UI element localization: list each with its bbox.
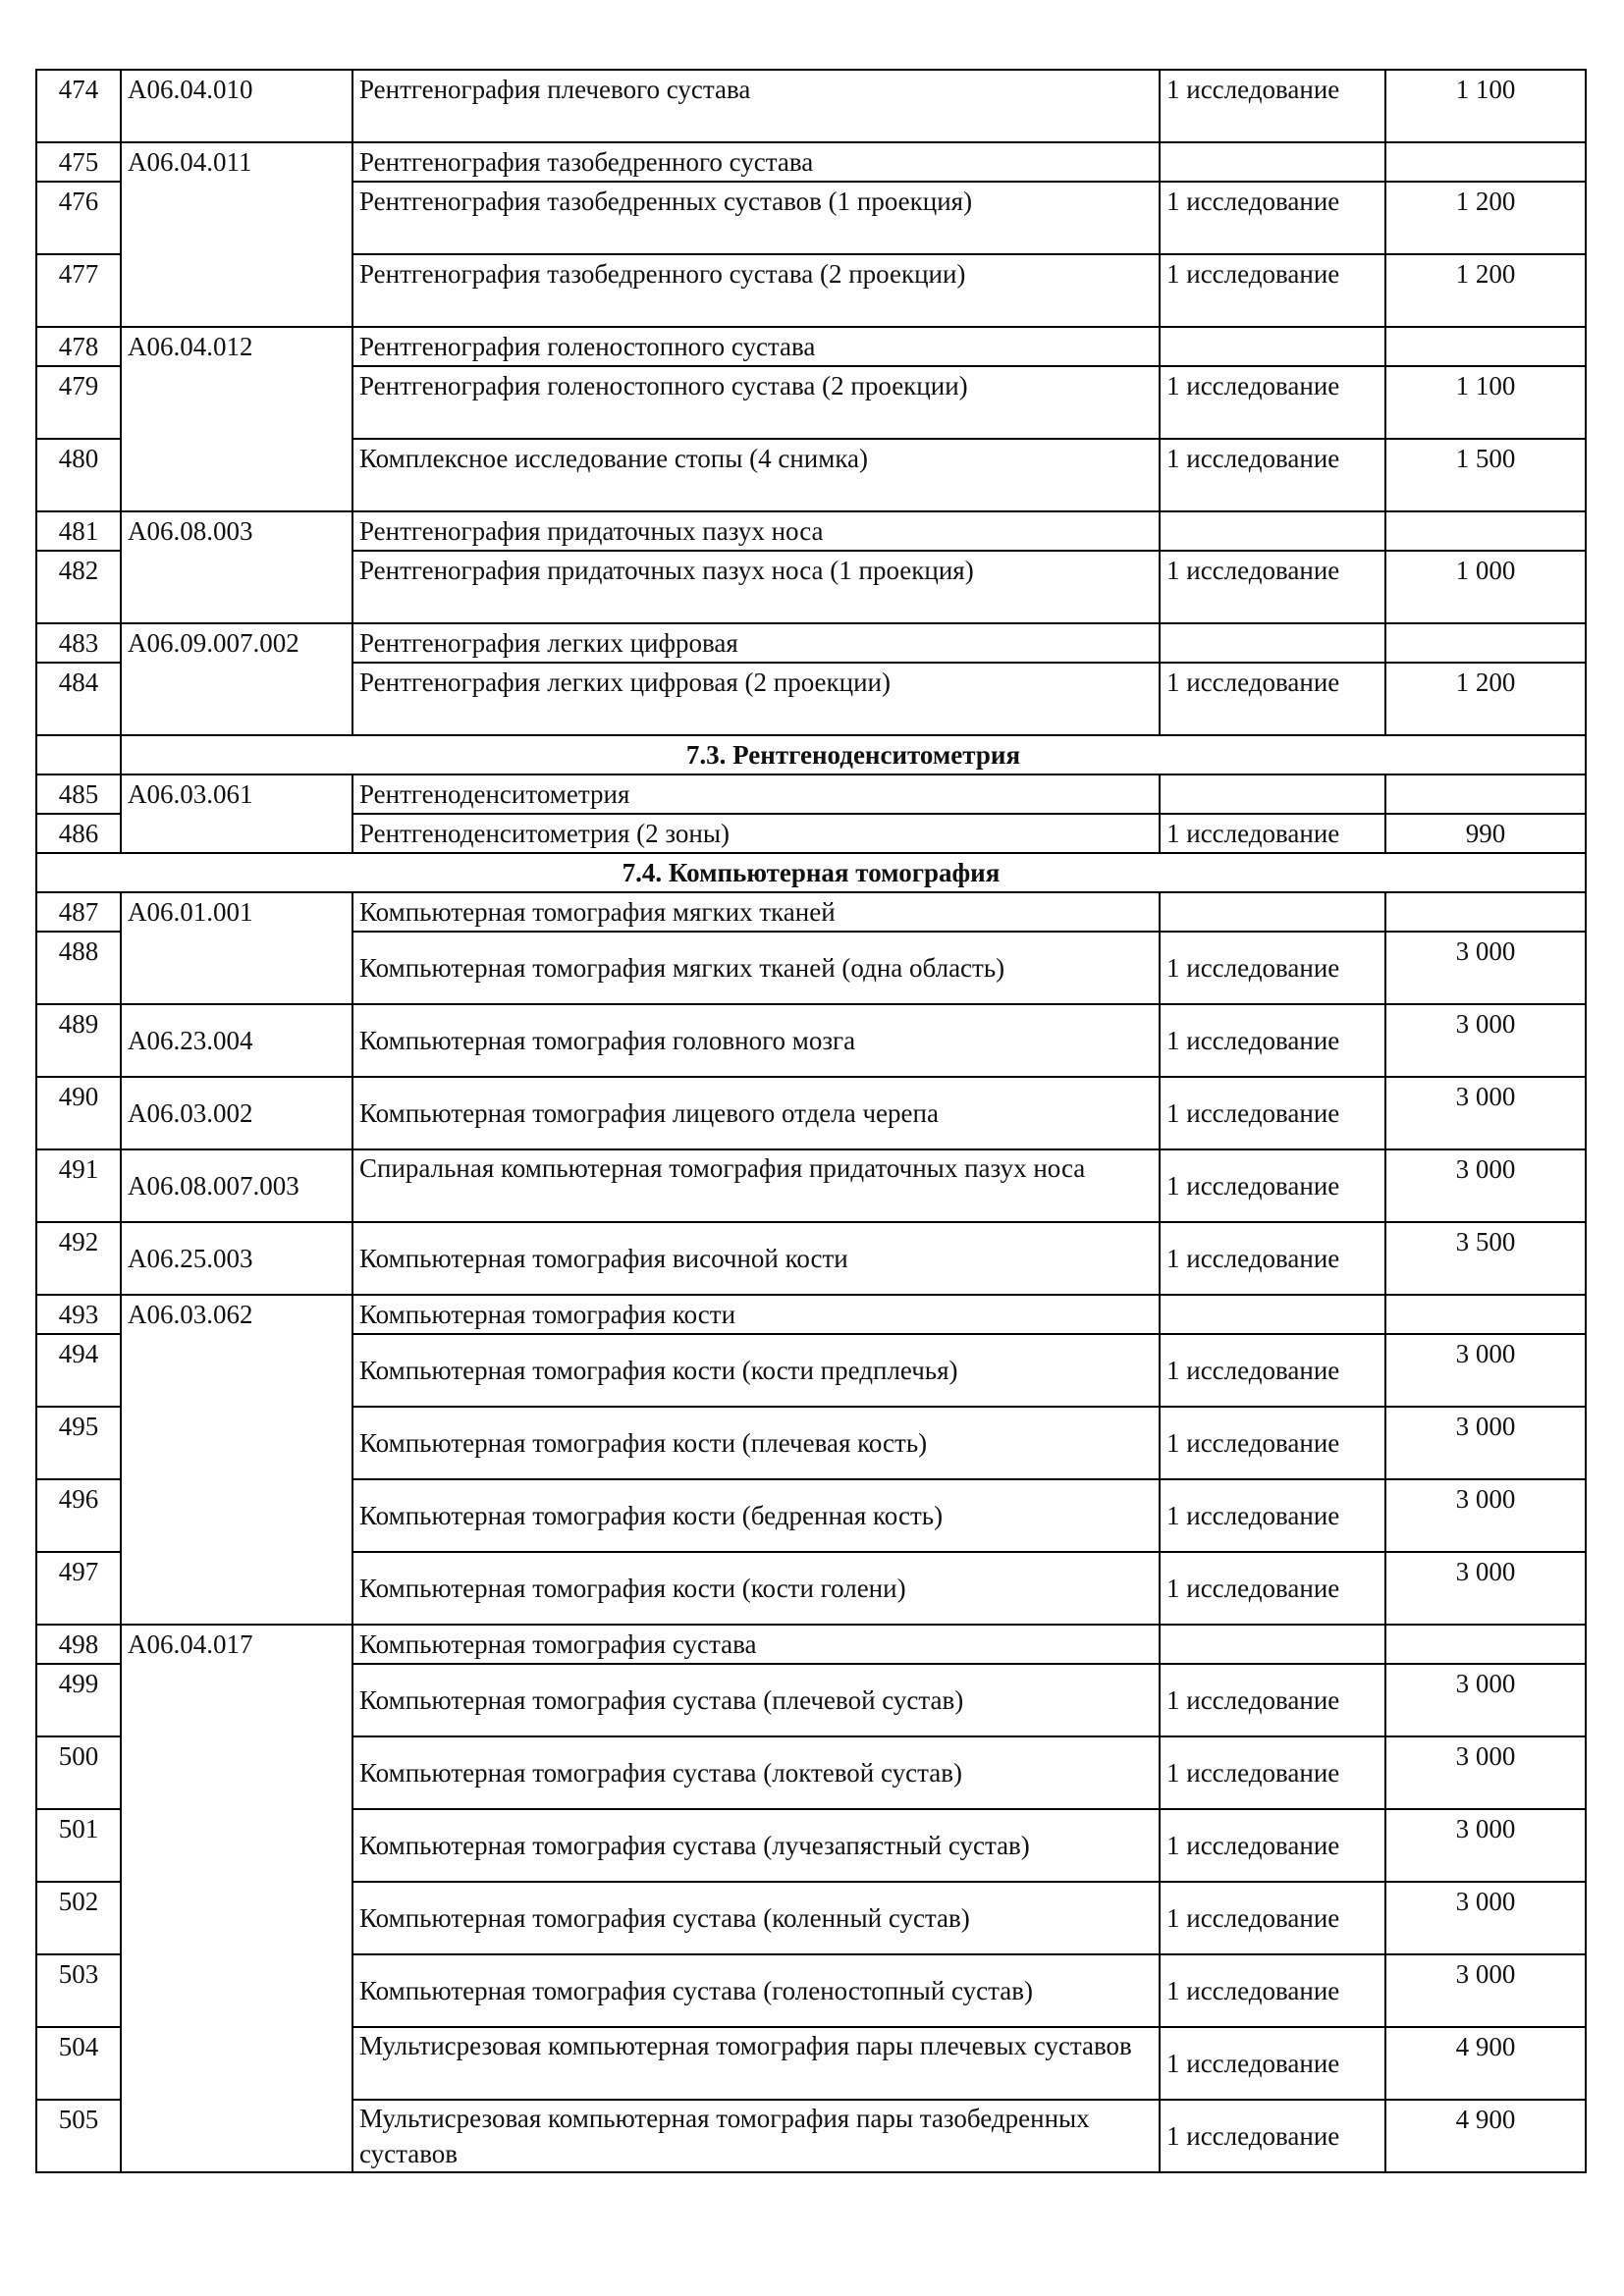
row-number: 488	[36, 932, 121, 1004]
service-name: Компьютерная томография лицевого отдела черепа	[352, 1077, 1160, 1149]
service-price	[1385, 327, 1586, 366]
row-number: 482	[36, 551, 121, 623]
service-code: A06.04.011	[121, 142, 352, 327]
service-name: Рентгенография голеностопного сустава	[352, 327, 1160, 366]
service-unit: 1 исследование	[1160, 254, 1385, 327]
service-name: Компьютерная томография сустава (голеностопный сустав)	[352, 1954, 1160, 2027]
service-name: Спиральная компьютерная томография придаточных пазух носа	[352, 1149, 1160, 1222]
table-row	[36, 1295, 1586, 1334]
service-code: A06.23.004	[121, 1004, 352, 1077]
table-row	[36, 774, 1586, 814]
service-unit	[1160, 774, 1385, 814]
service-unit	[1160, 1625, 1385, 1664]
row-number: 502	[36, 1882, 121, 1954]
service-code: A06.04.010	[121, 70, 352, 142]
service-name: Рентгенография тазобедренных суставов (1 проекция)	[352, 182, 1160, 254]
row-number: 476	[36, 182, 121, 254]
service-price: 1 100	[1385, 366, 1586, 439]
row-number: 483	[36, 623, 121, 663]
service-unit	[1160, 892, 1385, 932]
service-name: Компьютерная томография сустава (локтевой сустав)	[352, 1736, 1160, 1809]
service-price: 1 500	[1385, 439, 1586, 511]
service-price: 3 000	[1385, 932, 1586, 1004]
table-row	[36, 70, 1586, 142]
service-price: 3 000	[1385, 1479, 1586, 1552]
service-price: 3 000	[1385, 1407, 1586, 1479]
service-name: Комплексное исследование стопы (4 снимка)	[352, 439, 1160, 511]
service-price: 1 200	[1385, 182, 1586, 254]
service-name: Рентгенография легких цифровая	[352, 623, 1160, 663]
service-name: Рентгенография голеностопного сустава (2 проекции)	[352, 366, 1160, 439]
row-number: 500	[36, 1736, 121, 1809]
row-number: 495	[36, 1407, 121, 1479]
service-name: Компьютерная томография мягких тканей (одна область)	[352, 932, 1160, 1004]
service-unit: 1 исследование	[1160, 1954, 1385, 2027]
service-code: A06.04.017	[121, 1625, 352, 2172]
section-row	[36, 735, 1586, 774]
row-number: 480	[36, 439, 121, 511]
table-row	[36, 623, 1586, 663]
service-unit: 1 исследование	[1160, 439, 1385, 511]
service-unit	[1160, 1295, 1385, 1334]
service-code: A06.09.007.002	[121, 623, 352, 735]
row-number: 481	[36, 511, 121, 551]
section-title: 7.4. Компьютерная томография	[36, 853, 1586, 892]
service-name: Мультисрезовая компьютерная томография пары тазобедренных суставов	[352, 2100, 1160, 2172]
section-title: 7.3. Рентгеноденситометрия	[121, 735, 1586, 774]
table-row	[36, 892, 1586, 932]
service-name: Рентгеноденситометрия (2 зоны)	[352, 814, 1160, 853]
service-name: Компьютерная томография сустава	[352, 1625, 1160, 1664]
service-code: A06.01.001	[121, 892, 352, 1004]
row-number: 499	[36, 1664, 121, 1736]
row-number: 504	[36, 2027, 121, 2100]
service-name: Рентгенография плечевого сустава	[352, 70, 1160, 142]
service-name: Рентгенография тазобедренного сустава (2 проекции)	[352, 254, 1160, 327]
service-price	[1385, 1625, 1586, 1664]
row-number: 475	[36, 142, 121, 182]
service-unit: 1 исследование	[1160, 70, 1385, 142]
service-name: Компьютерная томография кости (бедренная кость)	[352, 1479, 1160, 1552]
row-number: 477	[36, 254, 121, 327]
price-table	[35, 69, 1587, 2173]
service-unit: 1 исследование	[1160, 1334, 1385, 1407]
service-name: Компьютерная томография сустава (лучезапястный сустав)	[352, 1809, 1160, 1882]
service-price: 3 500	[1385, 1222, 1586, 1295]
table-row	[36, 1077, 1586, 1149]
service-unit: 1 исследование	[1160, 1222, 1385, 1295]
service-name: Компьютерная томография сустава (плечевой сустав)	[352, 1664, 1160, 1736]
service-price: 3 000	[1385, 1882, 1586, 1954]
service-unit: 1 исследование	[1160, 663, 1385, 735]
service-price: 3 000	[1385, 1077, 1586, 1149]
row-number: 478	[36, 327, 121, 366]
service-code: A06.08.003	[121, 511, 352, 623]
service-price: 3 000	[1385, 1334, 1586, 1407]
service-price: 3 000	[1385, 1004, 1586, 1077]
row-number: 491	[36, 1149, 121, 1222]
section-spacer	[36, 735, 121, 774]
service-name: Компьютерная томография височной кости	[352, 1222, 1160, 1295]
service-name: Компьютерная томография головного мозга	[352, 1004, 1160, 1077]
service-unit: 1 исследование	[1160, 1407, 1385, 1479]
service-unit: 1 исследование	[1160, 1552, 1385, 1625]
section-row	[36, 853, 1586, 892]
service-unit: 1 исследование	[1160, 932, 1385, 1004]
service-name: Компьютерная томография кости (кости голени)	[352, 1552, 1160, 1625]
table-row	[36, 1625, 1586, 1664]
service-price: 1 100	[1385, 70, 1586, 142]
service-unit: 1 исследование	[1160, 2027, 1385, 2100]
service-price: 4 900	[1385, 2100, 1586, 2172]
service-unit	[1160, 142, 1385, 182]
service-unit: 1 исследование	[1160, 1149, 1385, 1222]
table-row	[36, 511, 1586, 551]
row-number: 484	[36, 663, 121, 735]
row-number: 501	[36, 1809, 121, 1882]
service-code: A06.08.007.003	[121, 1149, 352, 1222]
service-price	[1385, 511, 1586, 551]
service-unit: 1 исследование	[1160, 1004, 1385, 1077]
service-unit	[1160, 623, 1385, 663]
service-unit: 1 исследование	[1160, 182, 1385, 254]
service-unit: 1 исследование	[1160, 366, 1385, 439]
row-number: 485	[36, 774, 121, 814]
row-number: 505	[36, 2100, 121, 2172]
service-name: Компьютерная томография кости (плечевая кость)	[352, 1407, 1160, 1479]
row-number: 487	[36, 892, 121, 932]
service-unit: 1 исследование	[1160, 814, 1385, 853]
table-row	[36, 1004, 1586, 1077]
service-price: 3 000	[1385, 1954, 1586, 2027]
service-price	[1385, 774, 1586, 814]
service-price	[1385, 623, 1586, 663]
service-price	[1385, 892, 1586, 932]
service-price: 1 200	[1385, 254, 1586, 327]
service-code: A06.03.062	[121, 1295, 352, 1625]
service-unit: 1 исследование	[1160, 1882, 1385, 1954]
row-number: 493	[36, 1295, 121, 1334]
service-name: Компьютерная томография мягких тканей	[352, 892, 1160, 932]
service-price	[1385, 142, 1586, 182]
row-number: 503	[36, 1954, 121, 2027]
service-code: A06.03.002	[121, 1077, 352, 1149]
service-name: Рентгенография придаточных пазух носа	[352, 511, 1160, 551]
service-unit: 1 исследование	[1160, 2100, 1385, 2172]
service-name: Компьютерная томография сустава (коленный сустав)	[352, 1882, 1160, 1954]
row-number: 489	[36, 1004, 121, 1077]
service-unit: 1 исследование	[1160, 1479, 1385, 1552]
service-price	[1385, 1295, 1586, 1334]
table-row	[36, 1222, 1586, 1295]
service-price: 3 000	[1385, 1736, 1586, 1809]
service-unit	[1160, 511, 1385, 551]
service-name: Мультисрезовая компьютерная томография пары плечевых суставов	[352, 2027, 1160, 2100]
service-price: 1 000	[1385, 551, 1586, 623]
row-number: 492	[36, 1222, 121, 1295]
service-unit: 1 исследование	[1160, 1664, 1385, 1736]
service-code: A06.04.012	[121, 327, 352, 511]
service-code: A06.03.061	[121, 774, 352, 853]
row-number: 479	[36, 366, 121, 439]
service-unit: 1 исследование	[1160, 1077, 1385, 1149]
row-number: 474	[36, 70, 121, 142]
table-row	[36, 327, 1586, 366]
service-name: Рентгенография тазобедренного сустава	[352, 142, 1160, 182]
row-number: 490	[36, 1077, 121, 1149]
service-unit: 1 исследование	[1160, 551, 1385, 623]
row-number: 496	[36, 1479, 121, 1552]
service-price: 3 000	[1385, 1664, 1586, 1736]
row-number: 494	[36, 1334, 121, 1407]
service-unit: 1 исследование	[1160, 1809, 1385, 1882]
row-number: 486	[36, 814, 121, 853]
service-code: A06.25.003	[121, 1222, 352, 1295]
service-price: 1 200	[1385, 663, 1586, 735]
service-unit	[1160, 327, 1385, 366]
service-price: 3 000	[1385, 1809, 1586, 1882]
table-row	[36, 1149, 1586, 1222]
service-name: Компьютерная томография кости	[352, 1295, 1160, 1334]
table-row	[36, 142, 1586, 182]
service-unit: 1 исследование	[1160, 1736, 1385, 1809]
service-price: 990	[1385, 814, 1586, 853]
service-name: Компьютерная томография кости (кости предплечья)	[352, 1334, 1160, 1407]
service-price: 3 000	[1385, 1149, 1586, 1222]
row-number: 497	[36, 1552, 121, 1625]
service-name: Рентгенография легких цифровая (2 проекции)	[352, 663, 1160, 735]
service-name: Рентгенография придаточных пазух носа (1 проекция)	[352, 551, 1160, 623]
service-price: 3 000	[1385, 1552, 1586, 1625]
service-price: 4 900	[1385, 2027, 1586, 2100]
row-number: 498	[36, 1625, 121, 1664]
service-name: Рентгеноденситометрия	[352, 774, 1160, 814]
